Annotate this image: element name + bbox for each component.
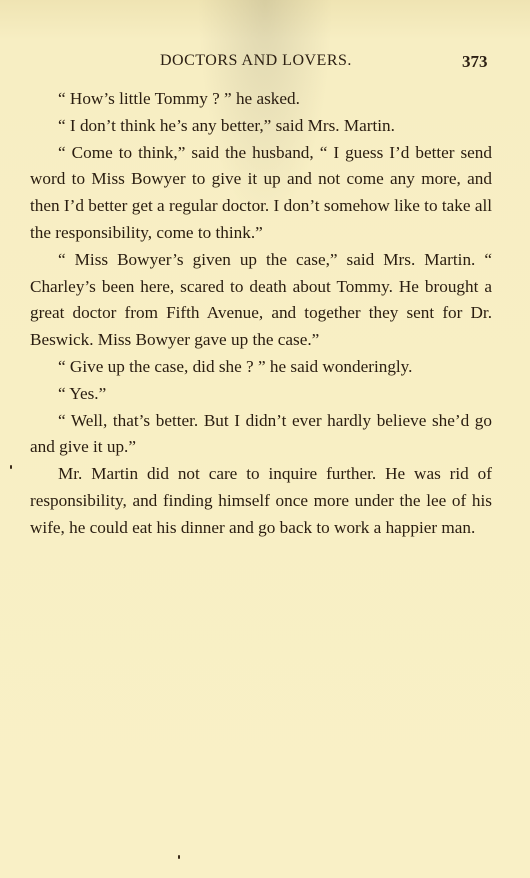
body-text (30, 86, 492, 542)
paragraph: “ Give up the case, did she ? ” he said wonderingly. (58, 356, 413, 376)
running-title: DOCTORS AND LOVERS. (160, 52, 352, 69)
paragraph: “ Well, that’s better. But I didn’t ever hardly believe she’d go and give it up.” (30, 410, 492, 457)
paragraph: Mr. Martin did not care to inquire further. He was rid of responsibility, and finding himself once more under the lee of his wife, he could eat his dinner and go back to work a happier man. (30, 464, 492, 537)
running-header (0, 52, 530, 76)
ink-speck (178, 855, 180, 859)
paragraph: “ Come to think,” said the husband, “ I guess I’d better send word to Miss Bowyer to give it up and not come any more, and then I’d better get a regular doctor. I don’t somehow like to take all the responsibility, come to think.” (30, 142, 492, 242)
paragraph: “ Miss Bowyer’s given up the case,” said Mrs. Martin. “ Charley’s been here, scared to death about Tommy. He brought a great doctor from Fifth Avenue, and together they sent for Dr. Beswick. Miss Bowyer gave up the case.” (30, 249, 492, 350)
paragraph: “ Yes.” (58, 383, 107, 403)
paragraph: “ I don’t think he’s any better,” said Mrs. Martin. (58, 115, 395, 135)
ink-speck (10, 465, 12, 469)
page-number: 373 (462, 52, 488, 71)
paragraph: “ How’s little Tommy ? ” he asked. (58, 89, 300, 108)
